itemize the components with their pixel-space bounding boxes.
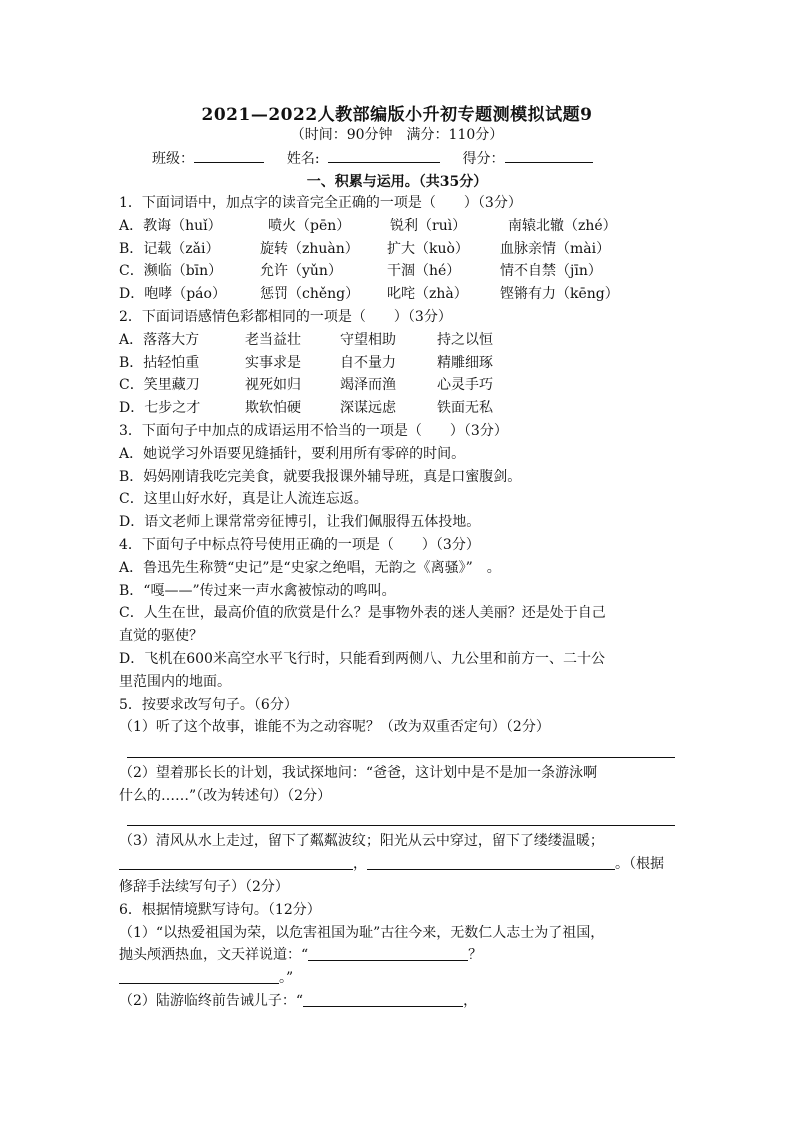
q5-answer-line-2[interactable] [119, 808, 679, 831]
q1-b-4: 血脉亲情（mài） [500, 240, 611, 257]
q1-d-2: 惩罚（chěng） [260, 286, 360, 303]
q6-question-mark: ？ [468, 947, 483, 964]
q1-a-4: 南辕北辙（zhé） [508, 217, 617, 234]
q1-d-4: 铿锵有力（kēng） [500, 286, 619, 303]
q5-sub3-tail: 。（根据 [615, 856, 664, 873]
answer-rule [127, 825, 675, 826]
q5-stem: 5．按要求改写句子。（6分） [119, 696, 298, 713]
exam-subtitle: （时间：90分钟 满分：110分） [290, 127, 504, 143]
q1-row-c [119, 260, 679, 283]
q1-b-3: 扩大（kuò） [387, 240, 469, 257]
class-blank[interactable] [194, 148, 264, 163]
q2-a-3: 守望相助 [340, 331, 396, 348]
q5-blank-a[interactable] [119, 854, 353, 870]
q2-c-3: 竭泽而渔 [340, 377, 396, 394]
q2-c-1: C．笑里藏刀 [119, 377, 200, 394]
q1-d-3: 叱咤（zhà） [387, 286, 468, 303]
q3-stem: 3．下面句子中加点的成语运用不恰当的一项是（ ）（3分） [119, 422, 508, 439]
q6-sub2-line1 [119, 990, 679, 1013]
q2-d-3: 深谋远虑 [340, 400, 396, 417]
q6-sub2-end: ， [463, 992, 478, 1009]
q2-b-1: B．拈轻怕重 [119, 354, 200, 371]
q3-option-b: B．妈妈刚请我吃完美食，就要我报课外辅导班，真是口蜜腹剑。 [119, 468, 522, 485]
q5-blank-b[interactable] [367, 854, 615, 870]
q1-d-1: D．咆哮（páo） [119, 286, 226, 303]
q5-comma: ， [353, 856, 367, 873]
q1-b-1: B．记载（zǎi） [119, 240, 220, 257]
q4-stem: 4．下面句子中标点符号使用正确的一项是（ ）（3分） [119, 536, 480, 553]
q5-sub1: （1）听了这个故事，谁能不为之动容呢？（改为双重否定句）（2分） [119, 719, 550, 736]
q3-option-c: C．这里山好水好，真是让人流连忘返。 [119, 491, 368, 508]
q6-sub1-line1: （1）“以热爱祖国为荣，以危害祖国为耻”古往今来，无数仁人志士为了祖国， [119, 924, 605, 941]
q2-row-a [119, 329, 679, 352]
q2-row-c [119, 374, 679, 397]
q6-sub1-line3 [119, 967, 679, 990]
q6-blank-2[interactable] [119, 968, 279, 984]
q4-option-c-line2: 直觉的驱使？ [119, 628, 203, 645]
q2-row-b [119, 352, 679, 375]
q1-c-4: 情不自禁（jīn） [500, 263, 602, 280]
q3-option-a: A．她说学习外语要见缝插针，要利用所有零碎的时间。 [119, 445, 466, 462]
name-blank[interactable] [328, 148, 440, 163]
question-content [119, 192, 679, 1013]
q1-a-3: 锐利（ruì） [390, 217, 467, 234]
section-heading: 一、积累与运用。（共35分） [306, 174, 488, 190]
score-blank[interactable] [505, 148, 593, 163]
q1-c-3: 干涸（hé） [387, 263, 461, 280]
q5-sub3-line1: （3）清风从水上走过，留下了粼粼波纹；阳光从云中穿过，留下了缕缕温暖； [119, 833, 604, 850]
q4-option-a: A．鲁迅先生称赞“史记”是“史家之绝唱，无韵之《离骚》” 。 [119, 559, 501, 576]
q5-sub3-line3: 修辞手法续写句子）（2分） [119, 878, 289, 895]
q4-option-d-line2: 里范围内的地面。 [119, 673, 231, 690]
q5-sub3-line2 [119, 853, 679, 876]
q6-stem: 6．根据情境默写诗句。（12分） [119, 901, 321, 918]
q5-answer-line-1[interactable] [119, 739, 679, 762]
q6-sub1-text: 抛头颅洒热血，文天祥说道：“ [119, 947, 309, 964]
q6-blank-1[interactable] [308, 945, 468, 961]
q1-c-1: C．濒临（bīn） [119, 263, 223, 280]
q2-a-1: A．落落大方 [119, 331, 200, 348]
q1-row-d [119, 283, 679, 306]
q6-sub1-line2 [119, 944, 679, 967]
q1-c-2: 允许（yǔn） [260, 263, 342, 280]
exam-title: 2021—2022人教部编版小升初专题测模拟试题9 [201, 105, 593, 125]
q4-option-b: B．“嘎——”传过来一声水禽被惊动的鸣叫。 [119, 582, 396, 599]
q2-d-2: 欺软怕硬 [245, 400, 301, 417]
q6-sub2-text: （2）陆游临终前告诫儿子：“ [119, 992, 304, 1009]
q1-b-2: 旋转（zhuàn） [260, 240, 359, 257]
q1-a-2: 喷火（pēn） [268, 217, 351, 234]
q2-a-2: 老当益壮 [245, 331, 301, 348]
q1-row-a [119, 215, 679, 238]
q5-sub2-line1: （2）望着那长长的计划，我试探地问：“爸爸，这计划中是不是加一条游泳啊 [119, 764, 598, 781]
q2-c-2: 视死如归 [245, 377, 301, 394]
q2-b-3: 自不量力 [340, 354, 396, 371]
q2-d-4: 铁面无私 [437, 400, 493, 417]
q2-a-4: 持之以恒 [437, 331, 493, 348]
q4-option-d-line1: D．飞机在600米高空水平飞行时，只能看到两侧八、九公里和前方一、二十公 [119, 650, 605, 667]
q5-sub2-line2: 什么的……”（改为转述句）（2分） [119, 787, 332, 804]
q2-stem: 2．下面词语感情色彩都相同的一项是（ ）（3分） [119, 308, 452, 325]
q2-row-d [119, 397, 679, 420]
q6-blank-3[interactable] [303, 991, 463, 1007]
name-label: 姓名: [286, 151, 320, 167]
q2-d-1: D．七步之才 [119, 400, 201, 417]
q1-row-b [119, 238, 679, 261]
class-label: 班级： [152, 151, 194, 167]
q1-stem: 1．下面词语中，加点字的读音完全正确的一项是（ ）（3分） [119, 195, 522, 211]
q3-option-d: D．语文老师上课常常旁征博引，让我们佩服得五体投地。 [119, 514, 481, 531]
q2-c-4: 心灵手巧 [437, 377, 493, 394]
q4-option-c-line1: C．人生在世，最高价值的欣赏是什么？是事物外表的迷人美丽？还是处于自己 [119, 605, 606, 622]
q6-sub1-end: 。” [279, 970, 294, 987]
answer-rule [127, 757, 675, 758]
q2-b-2: 实事求是 [245, 354, 301, 371]
student-info-row [152, 148, 712, 168]
score-label: 得分： [462, 151, 505, 167]
q2-b-4: 精雕细琢 [437, 354, 493, 371]
q1-a-1: A．教诲（huǐ） [119, 217, 222, 234]
